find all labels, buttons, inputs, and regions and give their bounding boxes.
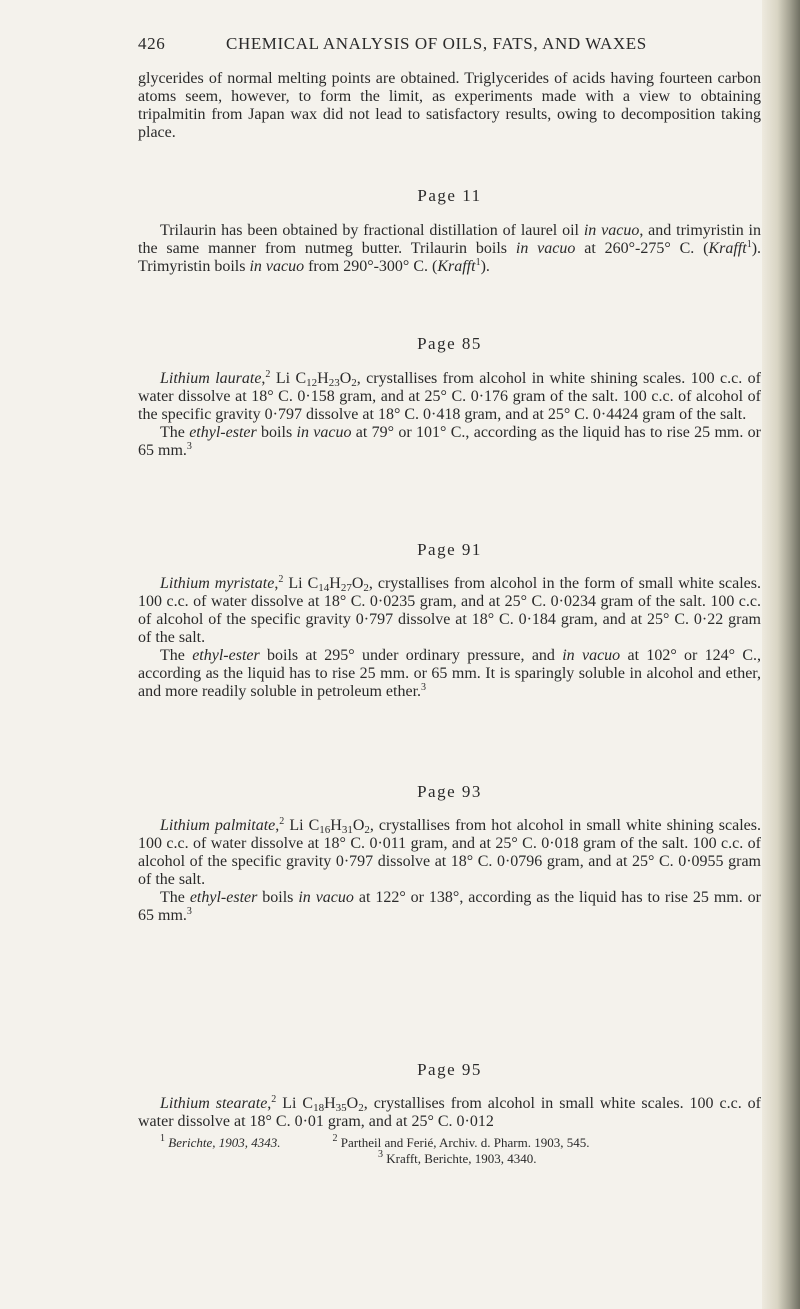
footnote-line-2: $^3$ Krafft, Berichte, 1903, 4340.	[378, 1149, 537, 1166]
lithium-laurate-paragraph: Lithium laurate,$^2$ Li $C_{12}H_{23}O_2$, crystallises from alcohol in white shining scales. 100 c.c. of water dissolve at 18° C. 0·158 gram, and at 25° C. 0·176 gram of the salt. 100 c.c. of alcohol of the specific gravity 0·797 dissolve at 18° C. 0·418 gram, and at 25° C. 0·4424 gram of the salt.	[138, 369, 761, 423]
footnote-3: Krafft, Berichte, 1903, 4340.	[386, 1151, 537, 1166]
page-edge-shadow	[762, 0, 800, 1309]
lithium-laurate-ester-paragraph: The ethyl-ester boils in vacuo at 79° or 101° C., according as the liquid has to rise 25 mm. or 65 mm.$^3$	[138, 424, 761, 459]
lithium-palmitate-ester-paragraph: The ethyl-ester boils in vacuo at 122° or 138°, according as the liquid has to rise 25 mm. or 65 mm.$^3$	[138, 889, 762, 924]
intro-text: glycerides of normal melting points are obtained. Triglycerides of acids having fourteen carbon atoms seem, however, to form the limit, as experiments made with a view to obtaining tripalmitin from Japan wax did not lead to satisfactory results, owing to decomposition taking place.	[138, 70, 761, 141]
lithium-stearate-paragraph: Lithium stearate,$^2$ Li $C_{18}H_{35}O_2$, crystallises from alcohol in small white scales. 100 c.c. of water dissolve at 18° C. 0·01 gram, and at 25° C. 0·012	[138, 1094, 761, 1130]
section-heading-page-85: Page 85	[417, 334, 482, 353]
intro-paragraph	[138, 70, 761, 142]
running-title: CHEMICAL ANALYSIS OF OILS, FATS, AND WAXES	[226, 34, 647, 53]
section-page-85-body	[138, 370, 761, 460]
section-page-95-body	[138, 1095, 761, 1131]
section-page-93-body	[138, 817, 761, 925]
footnote-1: Berichte, 1903, 4343.	[168, 1135, 281, 1150]
section-heading-page-11: Page 11	[417, 186, 482, 205]
lithium-myristate-paragraph: Lithium myristate,$^2$ Li $C_{14}H_{27}O_2$, crystallises from alcohol in the form of small white scales. 100 c.c. of water dissolve at 18° C. 0·0235 gram, and at 25° C. 0·0234 gram of the salt. 100 c.c. of alcohol of the specific gravity 0·797 dissolve at 18° C. 0·184 gram, and at 25° C. 0·22 gram of the salt.	[138, 574, 762, 646]
section-heading-page-95: Page 95	[417, 1060, 482, 1079]
lithium-myristate-ester-paragraph: The ethyl-ester boils at 295° under ordinary pressure, and in vacuo at 102° or 124° C., according as the liquid has to rise 25 mm. or 65 mm. It is sparingly soluble in alcohol and ether, and more readily soluble in petroleum ether.$^3$	[138, 647, 762, 700]
section-page-11-body	[138, 222, 761, 276]
footnote-line-1: $^1$ Berichte, 1903, 4343. $^2$ Partheil and Ferié, Archiv. d. Pharm. 1903, 545.	[160, 1133, 590, 1150]
running-header	[138, 34, 778, 54]
footnote-2: Partheil and Ferié, Archiv. d. Pharm. 1903, 545.	[340, 1135, 590, 1150]
section-heading-page-91: Page 91	[417, 540, 482, 559]
section-heading-page-93: Page 93	[417, 782, 482, 801]
section-page-91-body	[138, 575, 761, 701]
lithium-palmitate-paragraph: Lithium palmitate,$^2$ Li $C_{16}H_{31}O_2$, crystallises from hot alcohol in small white shining scales. 100 c.c. of water dissolve at 18° C. 0·011 gram, and at 25° C. 0·018 gram of the salt. 100 c.c. of alcohol of the specific gravity 0·797 dissolve at 18° C. 0·0796 gram, and at 25° C. 0·0955 gram of the salt.	[138, 816, 761, 888]
trilaurin-paragraph: Trilaurin has been obtained by fractional distillation of laurel oil in vacuo, and trimyristin in the same manner from nutmeg butter. Trilaurin boils in vacuo at 260°-275° C. (Krafft$^1$). Trimyristin boils in vacuo from 290°-300° C. (Krafft$^1$).	[138, 222, 762, 275]
page-number: 426	[138, 34, 166, 53]
